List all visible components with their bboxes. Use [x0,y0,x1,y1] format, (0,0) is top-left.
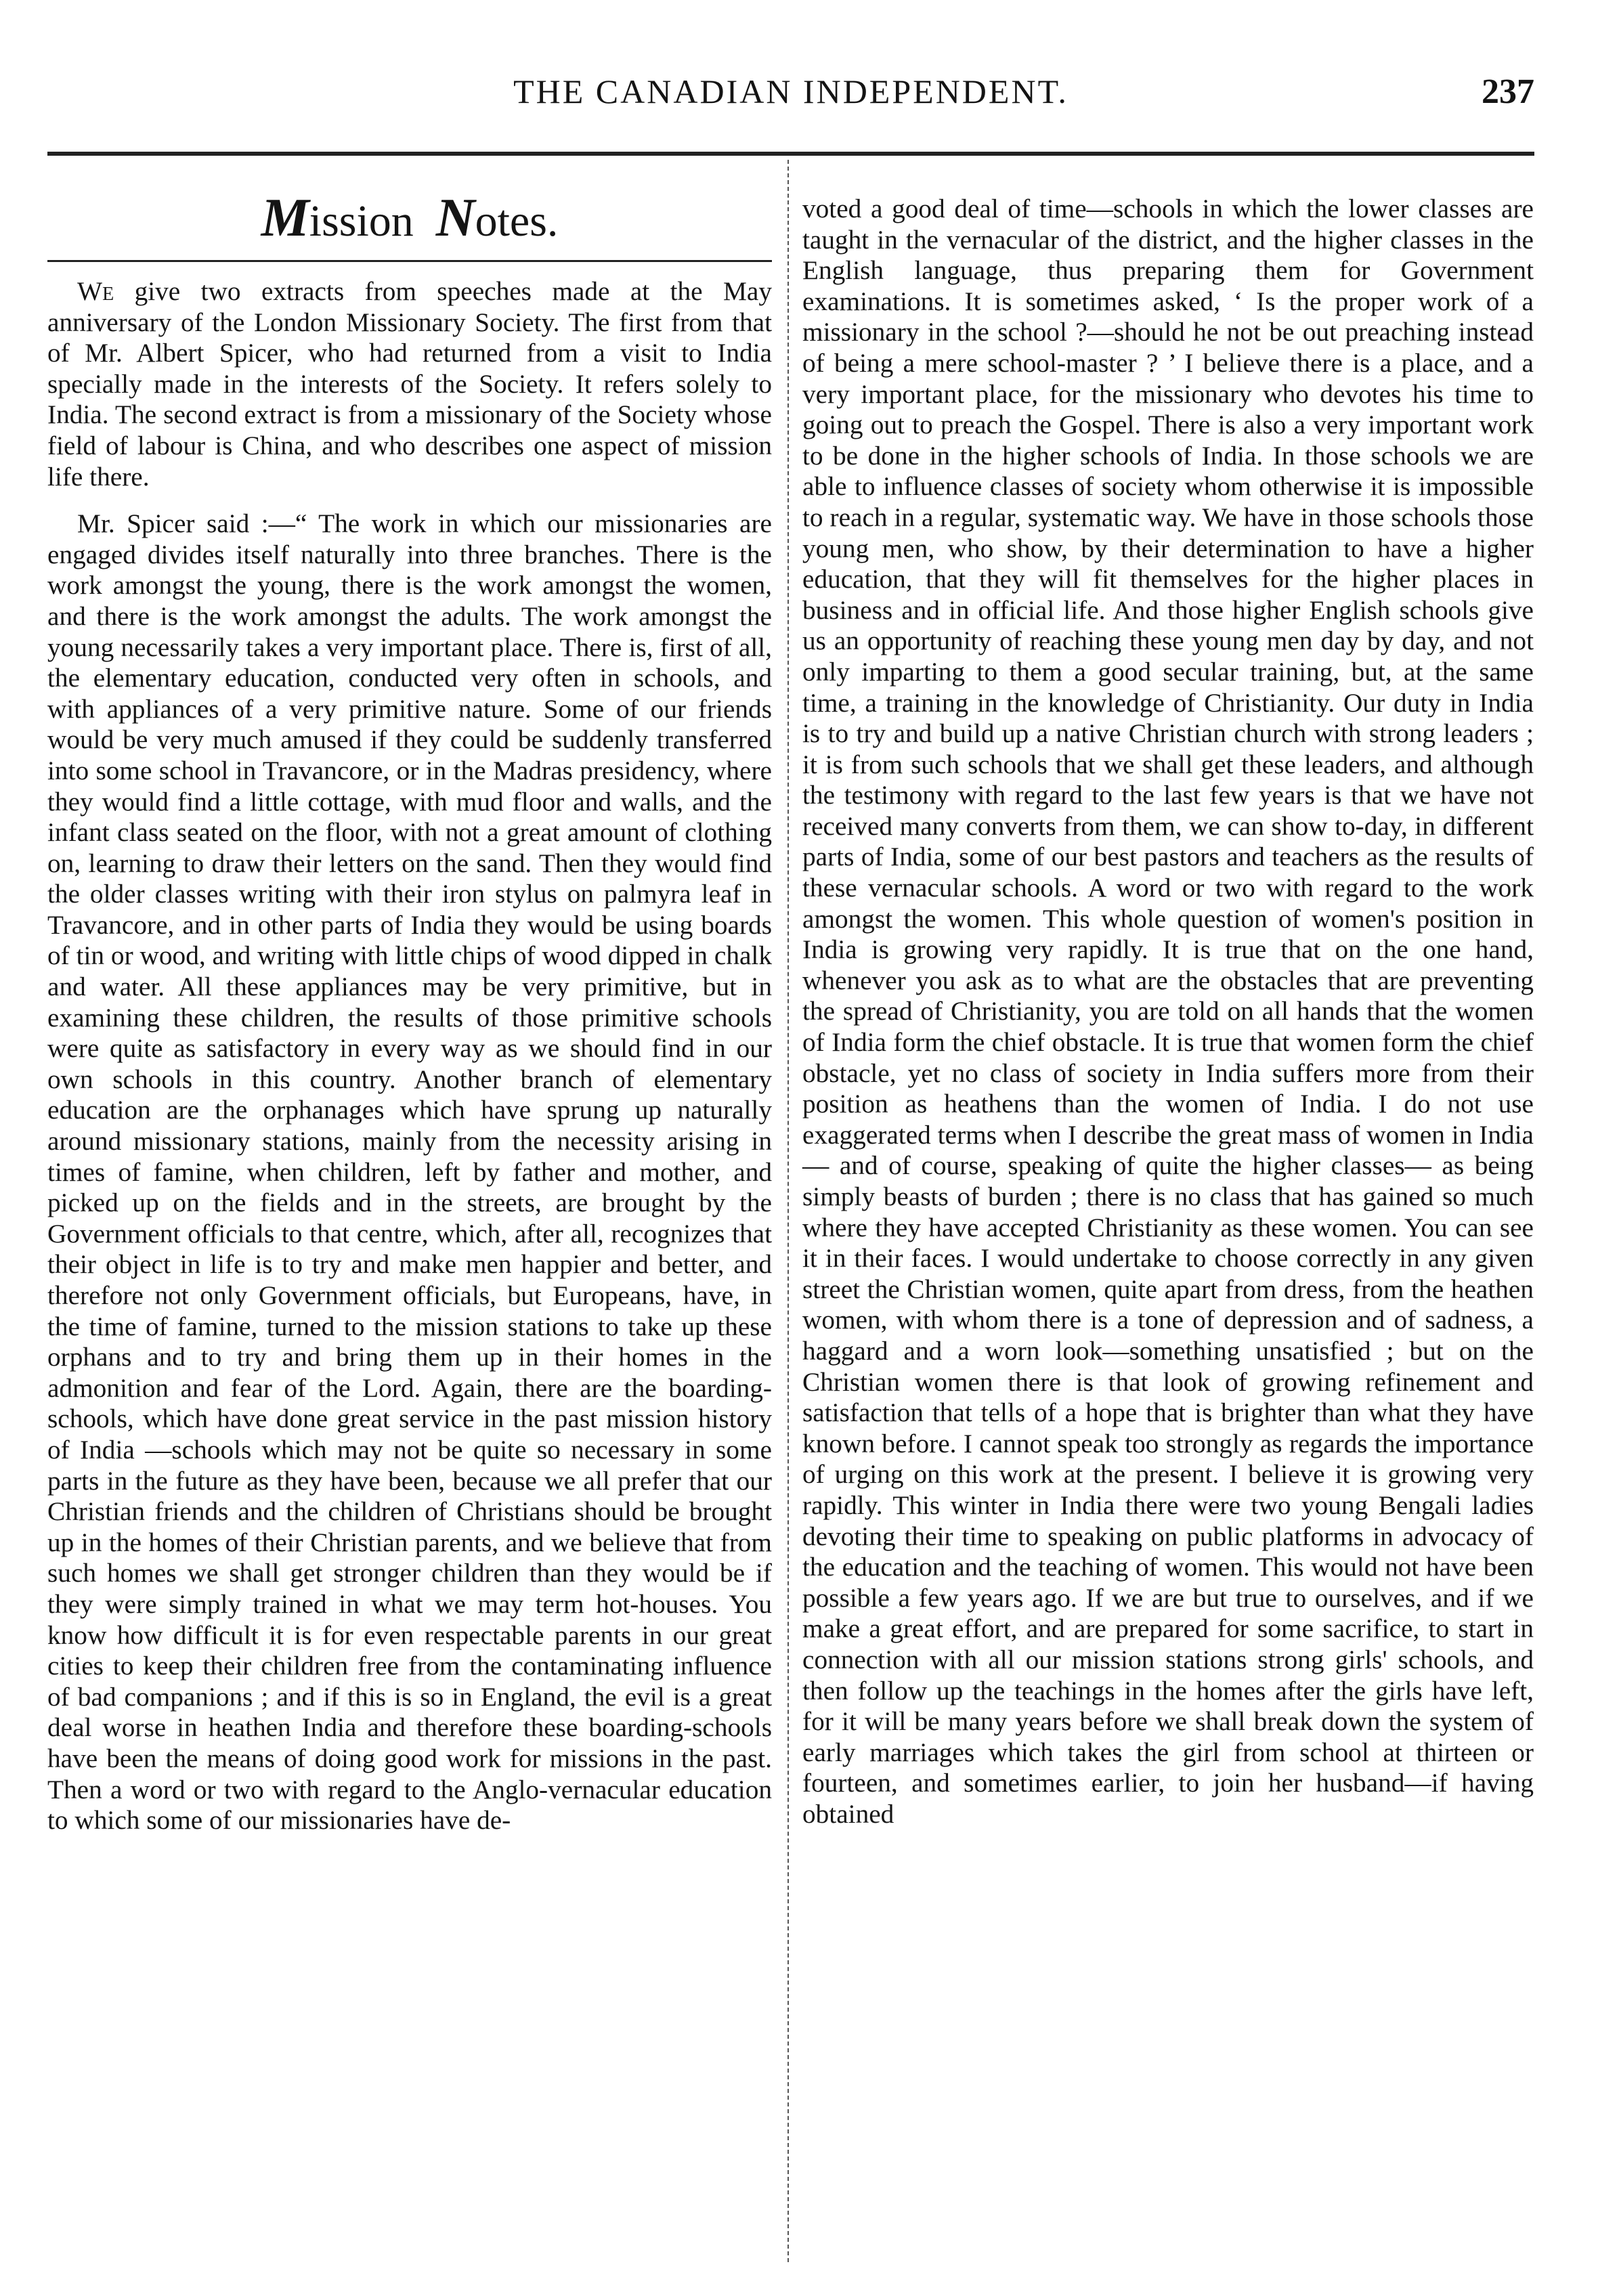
heading-ornamental-initial: N [435,188,475,248]
heading-word: otes. [475,196,559,246]
heading-rule [47,260,772,262]
heading-word: ission [309,196,414,246]
right-column [802,194,1534,1829]
left-column [47,276,772,1836]
speech-continuation-paragraph: voted a good deal of time—schools in which the lower classes are taught in the vernacular of the district, and the higher classes in the English language, thus preparing them for Government examinations. It is sometimes asked, ‘ Is the proper work of a missionary in the school ?—should he not be out preaching instead of being a mere school-master ? ’ I believe there is a place, and a very important place, for the missionary who devotes his time to going out to preach the Gospel. There is also a very important work to be done in the higher schools of India. In those schools we are able to influence classes of society whom otherwise it is impossible to reach in a regular, systematic way. We have in those schools those young men, who show, by their determination to have a higher education, that they will fit themselves for the higher places in business and in official life. And those higher English schools give us an opportunity of reaching these young men day by day, and not only imparting to them a good secular training, but, at the same time, a training in the knowledge of Christianity. Our duty in India is to try and build up a native Christian church with strong leaders ; it is from such schools that we shall get these leaders, and although the testimony with regard to the last few years is that we have not received many converts from them, we can show to-day, in different parts of India, some of our best pastors and teachers as the results of these vernacular schools. A word or two with regard to the work amongst the women. This whole question of women's position in India is growing very rapidly. It is true that on the one hand, whenever you ask as to what are the obstacles that are preventing the spread of Christianity, you are told on all hands that the women of India form the chief obstacle. It is true that women form the chief obstacle, yet no class of society in India suffers more from their position as heathens than the women of India. I do not use exaggerated terms when I describe the great mass of women in India— and of course, speaking of quite the higher classes— as being simply beasts of burden ; there is no class that has gained so much where they have accepted Christianity as these women. You can see it in their faces. I would undertake to choose correctly in any given street the Christian women, quite apart from dress, from the heathen women, with whom there is a tone of depression and of sadness, a haggard and a worn look—something unsatisfied ; but on the Christian women there is that look of growing refinement and satisfaction that tells of a hope that is brighter than what they have known before. I cannot speak too strongly as regards the importance of urging on this work at the present. I believe it is growing very rapidly. This winter in India there were two young Bengali ladies devoting their time to speaking on public platforms in advocacy of the education and the teaching of women. This would not have been possible a few years ago. If we are but true to ourselves, and if we make a great effort, and are prepared for some sacrifice, to start in connection with all our mission stations strong girls' schools, and then follow up the teachings in the homes after the girls have left, for it will be many years before we shall break down the system of early marriages which takes the girl from school at thirteen or fourteen, and sometimes earlier, to join her husband—if having obtained [802,194,1534,1829]
intro-paragraph [47,276,772,492]
intro-text: give two extracts from speeches made at the May anniversary of the London Missionary Society. The first from that of Mr. Albert Spicer, who had returned from a visit to India specially made in the interests of the Society. It refers solely to India. The second extract is from a missionary of the Society whose field of labour is China, and who describes one aspect of mission life there. [47,276,772,492]
page-header [47,68,1534,129]
intro-lead-word: We [77,276,114,306]
header-rule [47,152,1534,156]
column-divider [787,160,789,2262]
heading-ornamental-initial: M [261,188,309,248]
page-number: 237 [1482,72,1534,111]
running-title: THE CANADIAN INDEPENDENT. [513,72,1068,110]
speech-paragraph: Mr. Spicer said :—“ The work in which our missionaries are engaged divides itself naturally into three branches. There is the work amongst the young, there is the work amongst the women, and there is the work amongst the adults. The work amongst the young necessarily takes a very important place. There is, first of all, the elementary education, conducted very often in schools, and with appliances of a very primitive nature. Some of our friends would be very much amused if they could be suddenly transferred into some school in Travancore, or in the Madras presidency, where they would find a little cottage, with mud floor and walls, and the infant class seated on the floor, with not a great amount of clothing on, learning to draw their letters on the sand. Then they would find the older classes writing with their iron stylus on palmyra leaf in Travancore, and in other parts of India they would be using boards of tin or wood, and writing with little chips of wood dipped in chalk and water. All these appliances may be very primitive, but in examining these children, the results of those primitive schools were quite as satisfactory in every way as we should find in our own schools in this country. Another branch of elementary education are the orphanages which have sprung up naturally around missionary stations, mainly from the necessity arising in times of famine, when children, left by father and mother, and picked up on the fields and in the streets, are brought by the Government officials to that centre, which, after all, recognizes that their object in life is to try and make men happier and better, and therefore not only Government officials, but Europeans, have, in the time of famine, turned to the mission stations to take up these orphans and to try and bring them up in their homes in the admonition and fear of the Lord. Again, there are the boarding-schools, which have done great service in the past mission history of India —schools which may not be quite so necessary in some parts in the future as they have been, because we all prefer that our Christian friends and the children of Christians should be brought up in the homes of their Christian parents, and we believe that from such homes we shall get stronger children than they would be if they were simply trained in what we may term hot-houses. You know how difficult it is for even respectable parents in our great cities to keep their children free from the contaminating influence of bad companions ; and if this is so in England, the evil is a great deal worse in heathen India and therefore these boarding-schools have been the means of doing good work for missions in the past. Then a word or two with regard to the Anglo-vernacular education to which some of our missionaries have de- [47,508,772,1836]
section-heading [47,188,772,248]
